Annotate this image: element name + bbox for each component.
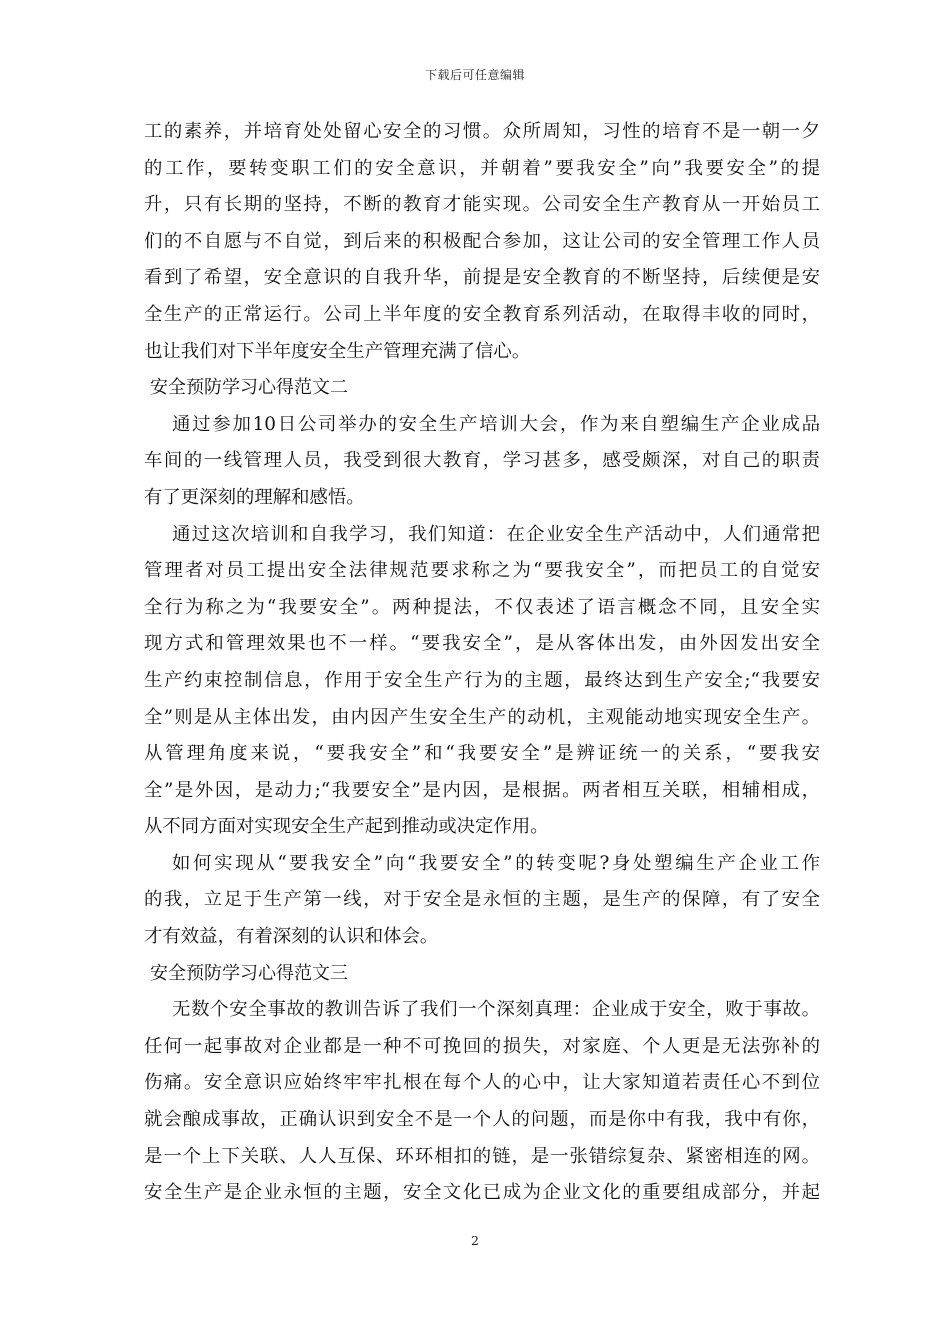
page-number: 2 [471, 1233, 479, 1248]
body-line: 也让我们对下半年度安全生产管理充满了信心。 [144, 340, 531, 362]
body-line: 从不同方面对实现安全生产起到推动或决定作用。 [144, 816, 549, 838]
body-line: 车间的一线管理人员，我受到很大教育，学习甚多，感受颇深，对自己的职责 [144, 450, 820, 472]
body-line: 的工作，要转变职工们的安全意识，并朝着”要我安全”向”我要安全”的提 [144, 157, 820, 179]
section-heading: 安全预防学习心得范文三 [150, 962, 348, 984]
body-line: 全”则是从主体出发，由内因产生安全生产的动机，主观能动地实现安全生产。 [144, 706, 820, 728]
body-line: 安全生产是企业永恒的主题，安全文化已成为企业文化的重要组成部分，并起 [144, 1182, 820, 1204]
body-line: 是一个上下关联、人人互保、环环相扣的链，是一张错综复杂、紧密相连的网。 [144, 1145, 820, 1167]
section-heading: 安全预防学习心得范文二 [150, 377, 348, 399]
document-body [144, 114, 820, 1212]
body-line: 升，只有长期的坚持，不断的教育才能实现。公司安全生产教育从一开始员工 [144, 194, 820, 216]
paragraph-start-line: 无数个安全事故的教训告诉了我们一个深刻真理：企业成于安全，败于事故。 [172, 999, 820, 1021]
body-line: 就会酿成事故，正确认识到安全不是一个人的问题，而是你中有我，我中有你， [144, 1109, 820, 1131]
body-line: 全”是外因，是动力;“我要安全”是内因，是根据。两者相互关联，相辅相成， [144, 779, 820, 801]
paragraph-start-line: 通过这次培训和自我学习，我们知道：在企业安全生产活动中，人们通常把 [172, 523, 820, 545]
body-line: 伤痛。安全意识应始终牢牢扎根在每个人的心中，让大家知道若责任心不到位 [144, 1072, 820, 1094]
paragraph-start-line: 如何实现从“要我安全”向“我要安全”的转变呢?身处塑编生产企业工作 [172, 852, 820, 874]
paragraph-start-line: 通过参加10日公司举办的安全生产培训大会，作为来自塑编生产企业成品 [172, 413, 820, 435]
body-line: 任何一起事故对企业都是一种不可挽回的损失，对家庭、个人更是无法弥补的 [144, 1035, 820, 1057]
body-line: 全生产的正常运行。公司上半年度的安全教育系列活动，在取得丰收的同时， [144, 303, 820, 325]
body-line: 才有效益，有着深刻的认识和体会。 [144, 926, 439, 948]
body-line: 从管理角度来说，“要我安全”和“我要安全”是辨证统一的关系，“要我安 [144, 743, 820, 765]
body-line: 工的素养，并培育处处留心安全的习惯。众所周知，习性的培育不是一朝一夕 [144, 121, 820, 142]
page-header: 下载后可任意编辑 [424, 68, 525, 82]
body-line: 有了更深刻的理解和感悟。 [144, 486, 365, 508]
body-line: 生产约束控制信息，作用于安全生产行为的主题，最终达到生产安全;“我要安 [144, 669, 820, 691]
body-line: 看到了希望，安全意识的自我升华，前提是安全教育的不断坚持，后续便是安 [144, 267, 820, 289]
body-line: 的我，立足于生产第一线，对于安全是永恒的主题，是生产的保障，有了安全 [144, 889, 820, 911]
body-line: 全行为称之为“我要安全”。两种提法，不仅表述了语言概念不同，且安全实 [144, 596, 820, 618]
body-line: 们的不自愿与不自觉，到后来的积极配合参加，这让公司的安全管理工作人员 [144, 230, 820, 252]
body-line: 现方式和管理效果也不一样。“要我安全”，是从客体出发，由外因发出安全 [144, 633, 820, 655]
body-line: 管理者对员工提出安全法律规范要求称之为“要我安全”，而把员工的自觉安 [144, 560, 820, 582]
